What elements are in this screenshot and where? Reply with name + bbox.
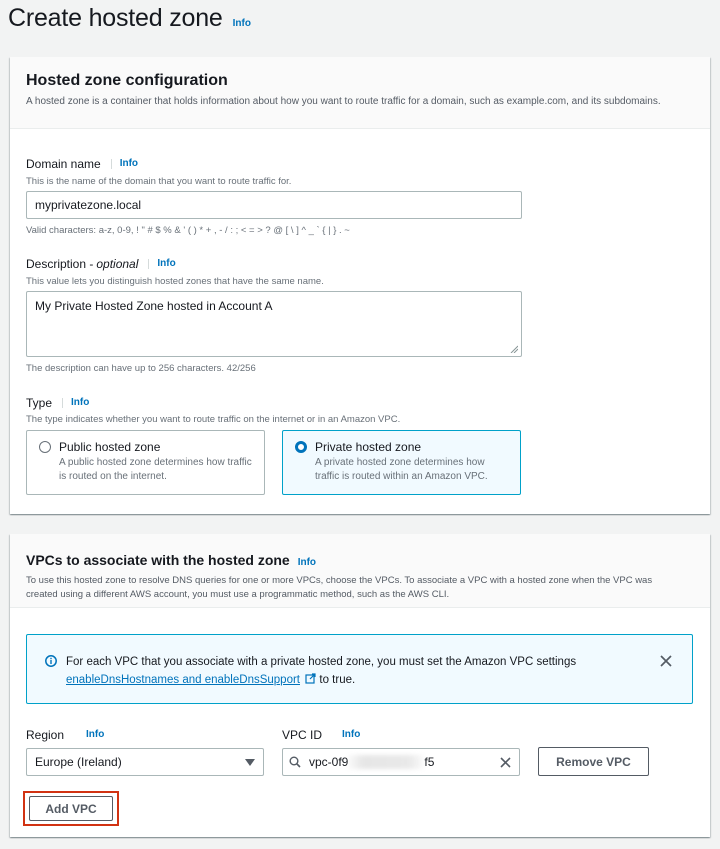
domain-name-info-link[interactable]: Info — [111, 159, 138, 169]
vpc-panel-header — [10, 534, 710, 608]
region-value: Europe (Ireland) — [35, 755, 122, 769]
region-select[interactable] — [26, 748, 264, 776]
page-info-link[interactable]: Info — [232, 18, 251, 29]
description-optional-label: optional — [96, 257, 139, 271]
type-label: Type — [26, 396, 53, 410]
alert-text: For each VPC that you associate with a private hosted zone, you must set the Amazon VPC settings — [66, 656, 577, 668]
domain-name-value: myprivatezone.local — [35, 198, 142, 212]
alert-suffix: to true. — [316, 674, 356, 686]
domain-name-label: Domain name — [26, 157, 101, 171]
public-radio-button[interactable] — [39, 441, 51, 453]
config-panel-header — [10, 57, 710, 129]
private-hosted-zone-label: Private hosted zone — [315, 440, 422, 454]
close-icon[interactable] — [660, 655, 672, 667]
public-hosted-zone-label: Public hosted zone — [59, 440, 161, 454]
public-hosted-zone-description: A public hosted zone determines how traffic is routed on the internet. — [59, 457, 252, 482]
page-title: Create hosted zone — [8, 4, 223, 32]
region-label: Region — [26, 728, 65, 742]
add-vpc-button[interactable]: Add VPC — [29, 796, 113, 821]
private-radio-button[interactable] — [295, 441, 307, 453]
public-hosted-zone-row — [39, 440, 252, 454]
vpc-panel-description: To use this hosted zone to resolve DNS queries for one or more VPCs, choose the VPCs. To associate a VPC with a hosted zone when the VPC was created using a different AWS account, you must use a programmatic method, such as the AWS CLI. — [26, 575, 653, 600]
description-label: Description - — [26, 257, 94, 271]
region-label-row — [26, 728, 104, 742]
clear-icon[interactable] — [500, 757, 511, 768]
description-textarea[interactable] — [26, 291, 522, 357]
info-circle-icon — [45, 655, 57, 667]
vpc-id-value-suffix: f5 — [424, 755, 435, 769]
vpc-id-label: VPC ID — [282, 728, 323, 742]
vpc-panel-info-link[interactable]: Info — [297, 557, 317, 568]
description-info-link[interactable]: Info — [148, 259, 175, 269]
alert-message — [66, 653, 636, 689]
vpc-id-value-prefix: vpc-0f9 — [309, 755, 349, 769]
private-hosted-zone-row — [295, 440, 508, 454]
vpc-settings-link[interactable]: enableDnsHostnames and enableDnsSupport — [66, 674, 300, 686]
type-description: The type indicates whether you want to route traffic on the internet or in an Amazon VPC. — [26, 414, 401, 425]
private-hosted-zone-description: A private hosted zone determines how traffic is routed within an Amazon VPC. — [315, 457, 488, 482]
search-icon — [289, 756, 301, 768]
domain-name-label-row — [26, 157, 138, 171]
remove-vpc-button[interactable]: Remove VPC — [538, 747, 649, 776]
vpc-panel-title: VPCs to associate with the hosted zone — [26, 552, 290, 568]
vpc-association-panel — [10, 534, 710, 837]
description-constraint: The description can have up to 256 characters. 42/256 — [26, 363, 256, 374]
redacted-vpc-id — [348, 755, 424, 769]
vpc-id-info-link: Info — [342, 729, 361, 740]
domain-name-description: This is the name of the domain that you want to route traffic for. — [26, 176, 292, 187]
region-info-link: Info — [86, 729, 105, 740]
description-label-row — [26, 257, 176, 271]
public-hosted-zone-option[interactable] — [26, 430, 265, 495]
hosted-zone-configuration-panel — [10, 57, 710, 514]
page-header — [8, 4, 251, 33]
description-description: This value lets you distinguish hosted zones that have the same name. — [26, 276, 324, 287]
vpc-id-input[interactable] — [282, 748, 520, 776]
vpc-id-label-row — [282, 728, 360, 742]
resize-handle-icon[interactable] — [510, 345, 518, 353]
type-label-row — [26, 396, 89, 410]
private-hosted-zone-option[interactable] — [282, 430, 521, 495]
external-link-icon — [305, 673, 316, 684]
description-value: My Private Hosted Zone hosted in Account A — [35, 299, 273, 313]
vpc-settings-alert — [26, 634, 693, 704]
vpc-panel-title-row — [26, 552, 694, 568]
config-panel-description: A hosted zone is a container that holds information about how you want to route traffic for a domain, such as example.com, and its subdomains. — [26, 96, 661, 107]
config-panel-title: Hosted zone configuration — [26, 72, 228, 89]
domain-name-constraint: Valid characters: a-z, 0-9, ! " # $ % & ' ( ) * + , - / : ; < = > ? @ [ \ ] ^ _ ` { | } . ~ — [26, 225, 350, 236]
caret-down-icon — [245, 759, 255, 766]
type-info-link[interactable]: Info — [62, 398, 89, 408]
domain-name-input[interactable] — [26, 191, 522, 219]
